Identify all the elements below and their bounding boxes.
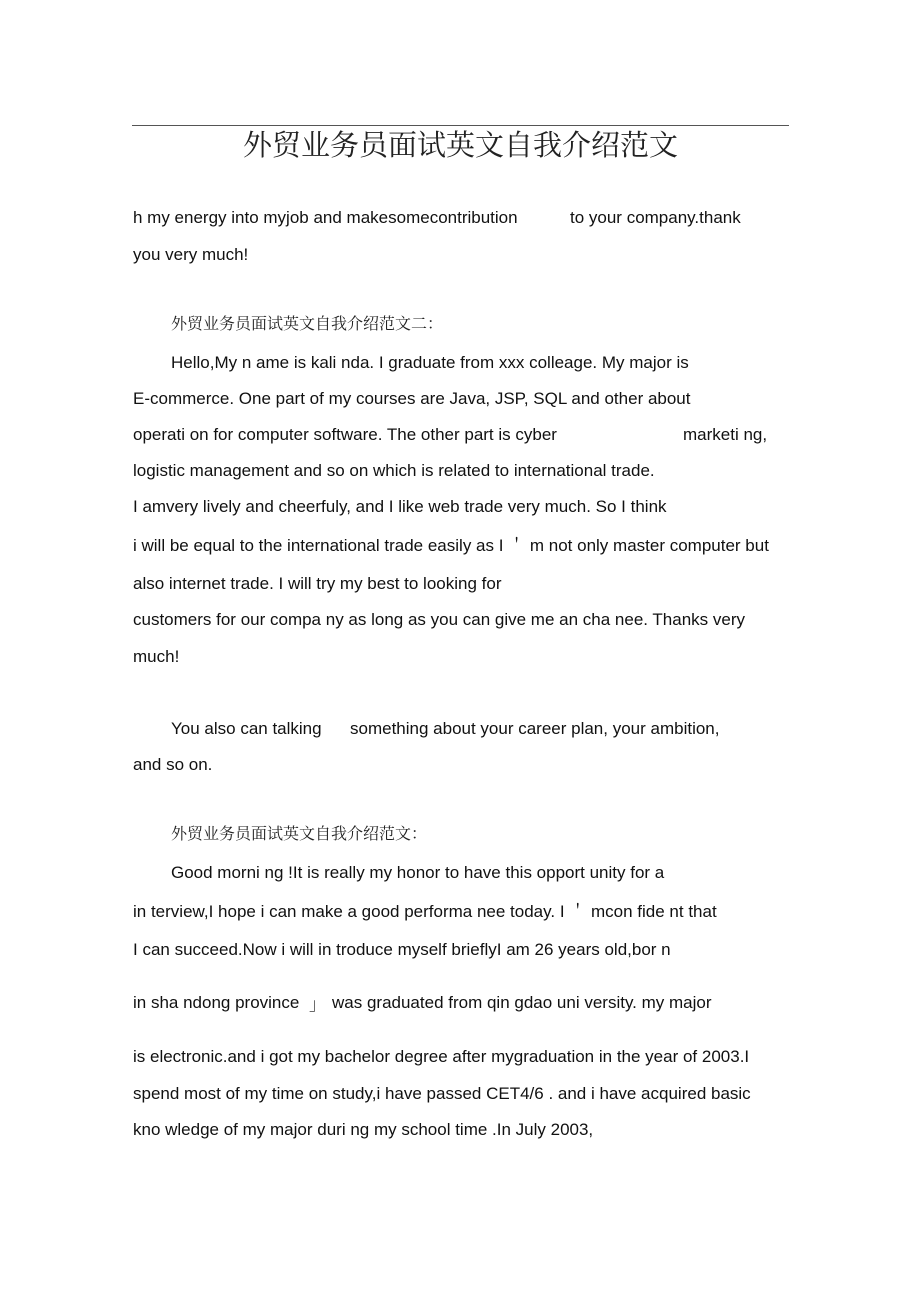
text-line: customers for our compa ny as long as you can give me an cha nee. Thanks very [133,610,745,629]
text-line: logistic management and so on which is related to international trade. [133,461,655,480]
page-title: 外贸业务员面试英文自我介绍范文 [242,128,678,162]
text-segment: to your company.thank [570,208,741,227]
text-segment: something about your career plan, your ambition, [350,719,720,738]
text-segment: marketi ng, [683,425,768,444]
text-line: much! [133,647,180,666]
text-line: is electronic.and i got my bachelor degree after mygraduation in the year of 2003.I [133,1047,750,1066]
corner-mark: 」 [309,995,326,1014]
text-line: in terview,I hope i can make a good performa nee today. I ＇ mcon fide nt that [133,902,717,921]
text-line: Hello,My n ame is kali nda. I graduate from xxx colleage. My major is [171,353,689,372]
text-segment: You also can talking [171,719,322,738]
text-segment: h my energy into myjob and makesomecontribution [133,208,518,227]
text-line: you very much! [133,245,249,264]
text-segment: was graduated from qin gdao uni versity. my major [332,993,712,1012]
text-line: Good morni ng !It is really my honor to have this opport unity for a [171,863,665,882]
section-heading: 外贸业务员面试英文自我介绍范文： [171,824,428,843]
text-line: and so on. [133,755,213,774]
text-line: E-commerce. One part of my courses are Java, JSP, SQL and other about [133,389,691,408]
text-line: i will be equal to the international trade easily as I ＇ m not only master computer but [133,536,769,555]
text-line: kno wledge of my major duri ng my school time .In July 2003, [133,1120,594,1139]
section-heading: 外贸业务员面试英文自我介绍范文二： [171,314,444,333]
text-line: I can succeed.Now i will in troduce myself brieflyI am 26 years old,bor n [133,940,671,959]
text-line: spend most of my time on study,i have passed CET4/6 . and i have acquired basic [133,1084,751,1103]
text-segment: operati on for computer software. The other part is cyber [133,425,557,444]
text-line: I amvery lively and cheerfuly, and I like web trade very much. So I think [133,497,667,516]
text-line: also internet trade. I will try my best to looking for [133,574,502,593]
text-segment: in sha ndong province [133,993,300,1012]
